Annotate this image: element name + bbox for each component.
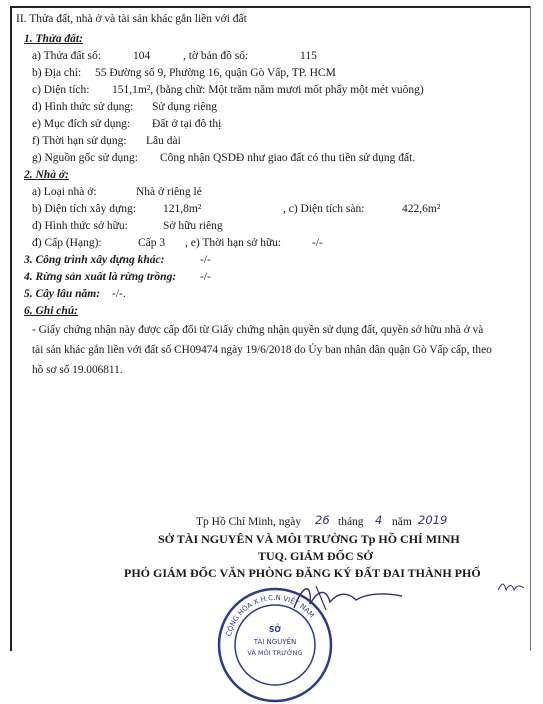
ownership-label: d) Hình thức sở hữu: (32, 220, 128, 232)
stamp-center-1: SỞ (269, 625, 281, 634)
origin-label: g) Nguồn gốc sử dụng: (32, 152, 138, 164)
construction-label: 3. Công trình xây dựng khác: (24, 254, 165, 266)
signoff-year-label: năm (392, 516, 412, 528)
land-heading: 1. Thửa đất: (24, 33, 83, 45)
forest-value: -/- (200, 271, 211, 283)
area-value: 151,1m², (bằng chữ: Một trăm năm mươi mốt phẩy một mét vuông) (112, 84, 424, 96)
section-title: II. Thửa đất, nhà ở và tài sản khác gắn liền với đất (16, 13, 247, 25)
authority-line-2: TUQ. GIÁM ĐỐC SỞ (258, 549, 373, 563)
term-label: f) Thời hạn sử dụng: (32, 135, 127, 147)
signoff-day: 26 (315, 513, 330, 527)
purpose-label: e) Mục đích sử dụng: (32, 118, 131, 130)
notes-heading: 6. Ghi chú: (24, 305, 78, 317)
use-form-value: Sử dụng riêng (152, 101, 218, 113)
floor-area-label: , c) Diện tích sàn: (283, 203, 365, 215)
signoff-year: 2019 (418, 513, 448, 527)
use-form-label: d) Hình thức sử dụng: (32, 101, 134, 113)
parcel-label: a) Thửa đất số: (32, 50, 101, 62)
owner-term-value: -/- (312, 237, 323, 249)
frame-right-border (530, 6, 531, 651)
stamp-center-2: TÀI NGUYÊN (253, 638, 297, 646)
forest-label: 4. Rừng sản xuất là rừng trồng: (24, 271, 177, 283)
parcel-number: 104 (133, 50, 151, 62)
grade-value: Cấp 3 (138, 237, 166, 249)
stamp-center-3: VÀ MÔI TRƯỜNG (247, 649, 303, 657)
construction-value: -/- (200, 254, 211, 266)
perennial-value: -/-. (112, 288, 126, 300)
term-value: Lâu dài (146, 135, 181, 147)
house-type-value: Nhà ở riêng lẻ (136, 186, 202, 198)
origin-value: Công nhận QSDĐ như giao đất có thu tiền sử dụng đất. (160, 152, 416, 164)
signoff-place: Tp Hồ Chí Minh, ngày (196, 516, 302, 528)
ownership-value: Sở hữu riêng (163, 220, 223, 232)
build-area-value: 121,8m² (163, 203, 202, 215)
signature (290, 578, 410, 618)
purpose-value: Đất ở tại đô thị (152, 118, 222, 130)
build-area-label: b) Diện tích xây dựng: (32, 203, 136, 215)
frame-top-border (10, 6, 531, 8)
notes-text: - Giấy chứng nhận này được cấp đổi từ Giấy chứng nhận quyền sử dụng đất, quyền sở hữu nhà ở và tài sản khác gắn liền với đất số CH09474 ngày 19/6/2018 do Ủy ban nhân dân quận Gò Vấp cấp, theo hồ sơ số 19.006811. (32, 324, 492, 376)
house-type-label: a) Loại nhà ở: (32, 186, 97, 198)
authority-line-1: SỞ TÀI NGUYÊN VÀ MÔI TRƯỜNG Tp HỒ CHÍ MINH (158, 532, 460, 546)
floor-area-value: 422,6m² (402, 203, 441, 215)
signoff-month-label: tháng (338, 516, 364, 528)
owner-term-label: , e) Thời hạn sở hữu: (185, 237, 282, 249)
grade-label: đ) Cấp (Hạng): (32, 237, 102, 249)
perennial-label: 5. Cây lâu năm: (24, 288, 101, 300)
stamp-ring-text: CỘNG HÒA X.H.C.N VIỆT NAM (224, 593, 316, 638)
map-label: , tờ bản đồ số: (183, 50, 249, 62)
address-value: 55 Đường số 9, Phường 16, quận Gò Vấp, TP. HCM (95, 67, 336, 79)
initials-mark (496, 578, 526, 594)
address-label: b) Địa chỉ: (32, 67, 82, 79)
house-heading: 2. Nhà ở: (24, 169, 69, 181)
authority-line-3: PHÓ GIÁM ĐỐC VĂN PHÒNG ĐĂNG KÝ ĐẤT ĐAI THÀNH PHỐ (124, 566, 481, 580)
area-label: c) Diện tích: (32, 84, 90, 96)
signoff-month: 4 (375, 513, 383, 527)
frame-left-border (10, 6, 12, 651)
map-number: 115 (300, 50, 317, 62)
